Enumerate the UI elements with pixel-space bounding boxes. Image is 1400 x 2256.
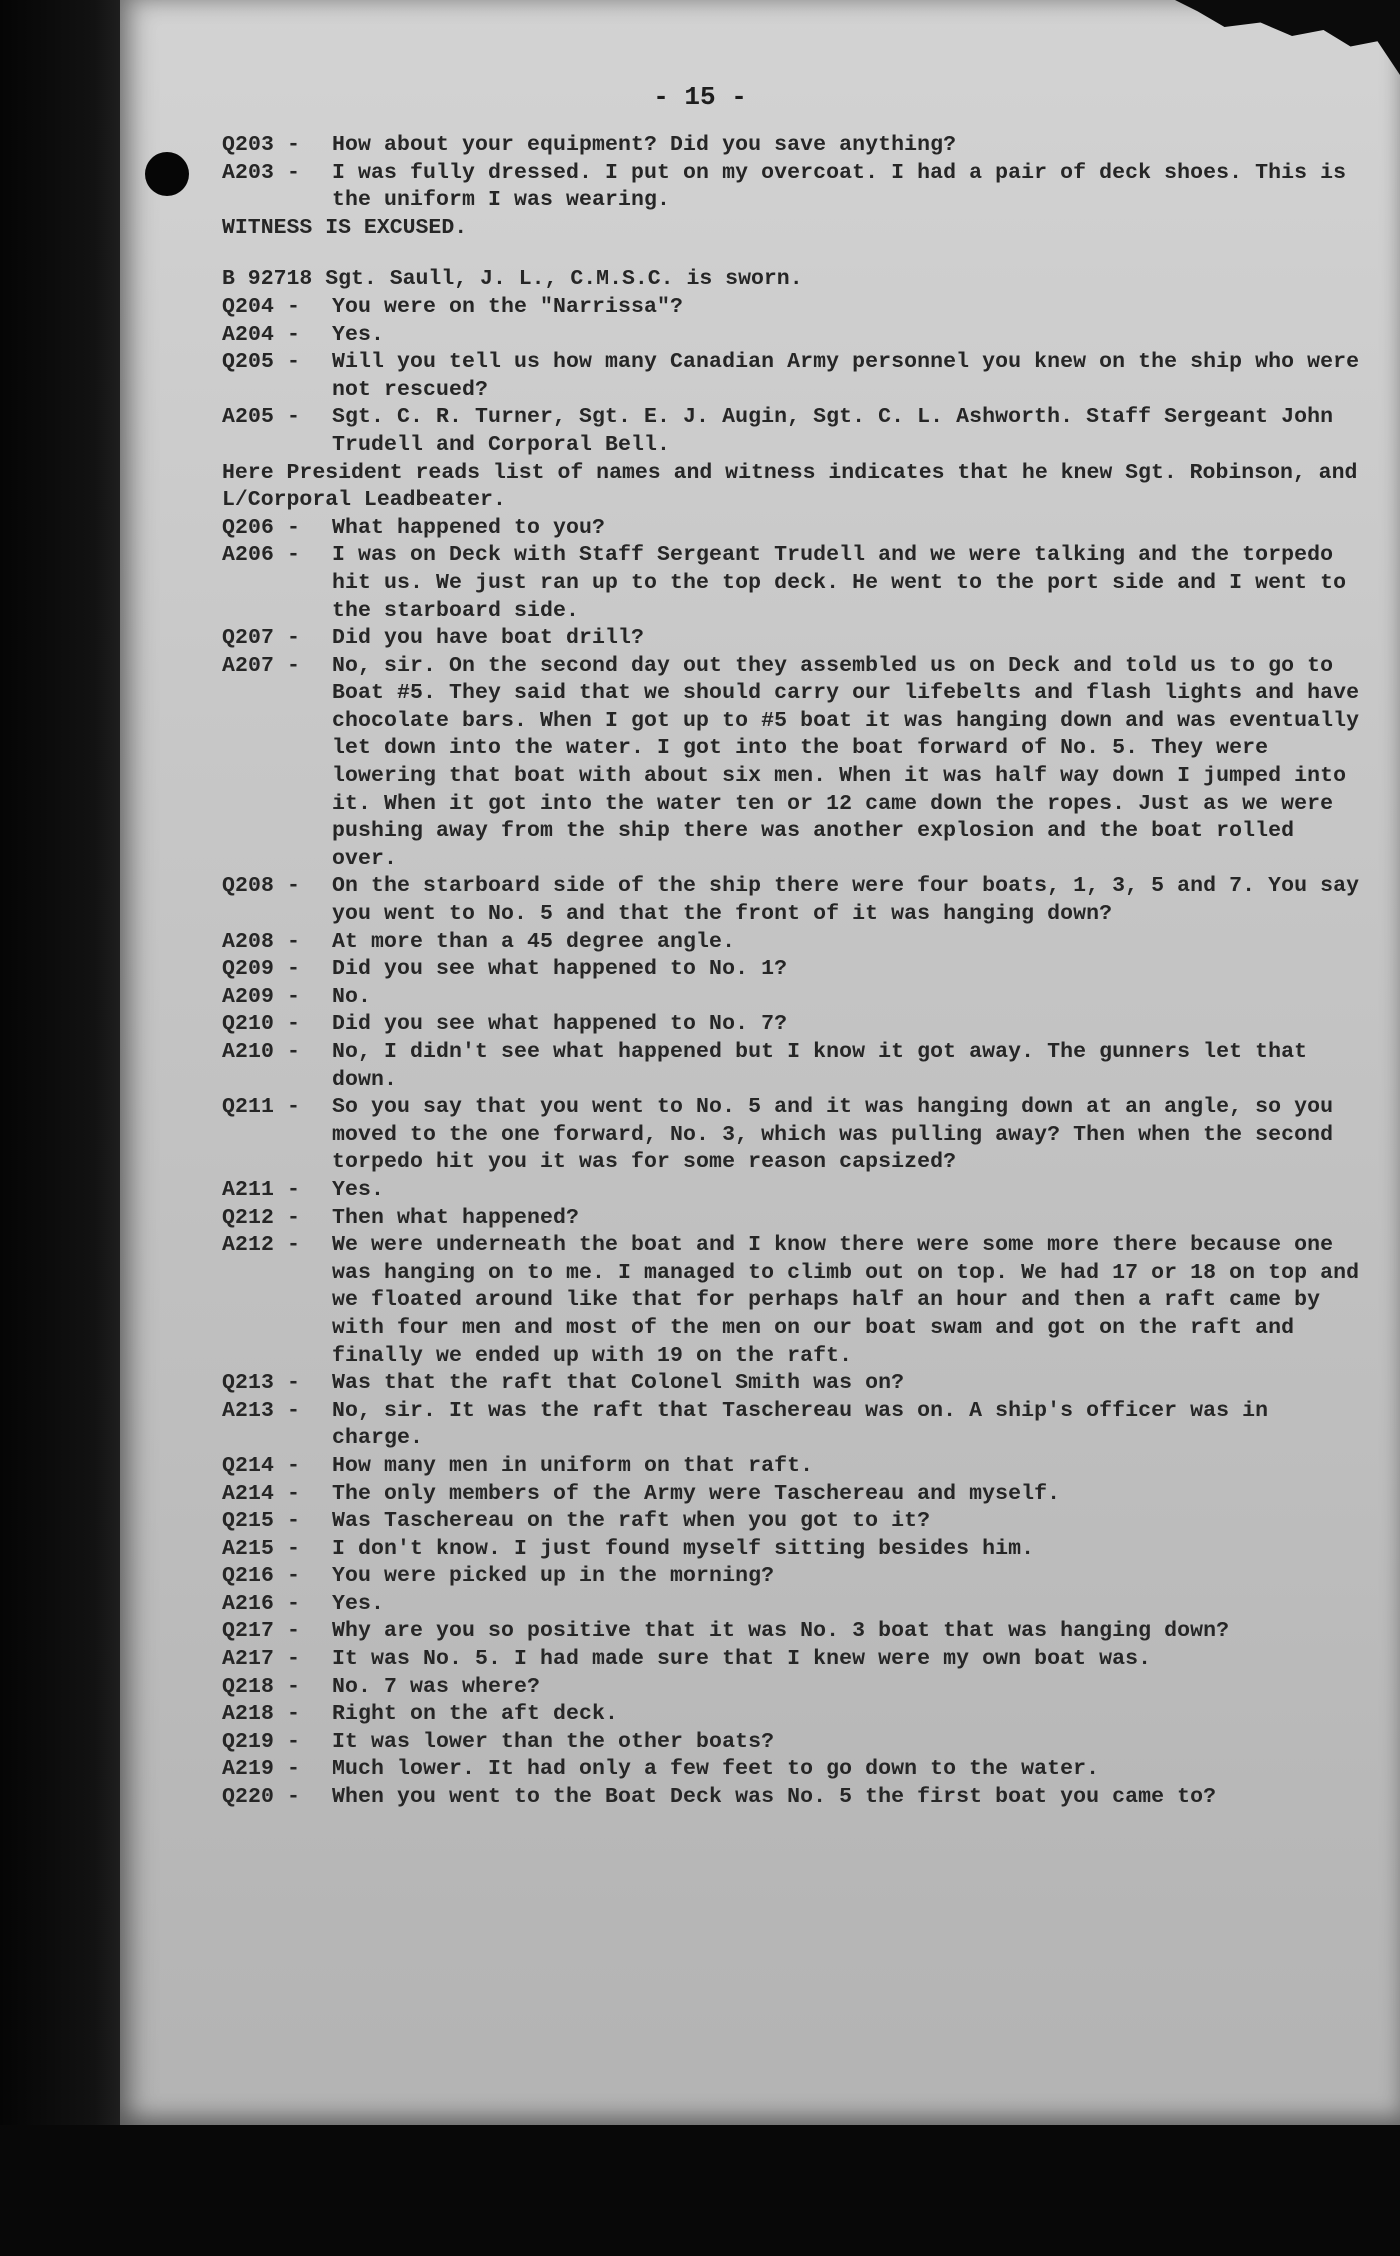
transcript-entry bbox=[222, 625, 1362, 653]
transcript-entry bbox=[222, 956, 1362, 984]
entry-text: Was that the raft that Colonel Smith was on? bbox=[332, 1371, 905, 1396]
entry-label: Q218 - bbox=[222, 1674, 301, 1699]
entry-text: It was No. 5. I had made sure that I knew were my own boat was. bbox=[332, 1647, 1152, 1672]
entry-label: A217 - bbox=[222, 1647, 301, 1672]
transcript-part-3 bbox=[222, 515, 1362, 1812]
entry-text: You were on the "Narrissa"? bbox=[332, 294, 684, 319]
entry-text: Then what happened? bbox=[332, 1205, 580, 1230]
transcript-entry bbox=[222, 1646, 1362, 1674]
scan-bottom-edge bbox=[0, 2125, 1400, 2256]
transcript-entry bbox=[222, 1011, 1362, 1039]
entry-label: Q209 - bbox=[222, 957, 301, 982]
transcript-entry bbox=[222, 1039, 1362, 1094]
transcript-entry bbox=[222, 1784, 1362, 1812]
entry-label: A210 - bbox=[222, 1040, 301, 1064]
entry-label: A209 - bbox=[222, 984, 301, 1009]
entry-text: You were picked up in the morning? bbox=[332, 1564, 775, 1589]
transcript bbox=[222, 132, 1362, 1812]
transcript-entry bbox=[222, 132, 1362, 160]
entry-label: A213 - bbox=[222, 1398, 301, 1423]
entry-label: Q205 - bbox=[222, 350, 301, 375]
entry-text: Yes. bbox=[332, 1177, 385, 1202]
entry-label: Q217 - bbox=[222, 1619, 301, 1644]
entry-label: Q212 - bbox=[222, 1205, 301, 1230]
witness-excused: WITNESS IS EXCUSED. bbox=[222, 215, 468, 240]
entry-text: Yes. bbox=[332, 1591, 385, 1616]
entry-label: A205 - bbox=[222, 405, 301, 430]
scan-left-edge bbox=[0, 0, 135, 2256]
transcript-entry bbox=[222, 653, 1362, 874]
entry-label: A215 - bbox=[222, 1536, 301, 1561]
entry-text: Did you see what happened to No. 7? bbox=[332, 1012, 788, 1037]
entry-label: Q216 - bbox=[222, 1564, 301, 1589]
spacer bbox=[222, 242, 1362, 266]
transcript-entry bbox=[222, 1729, 1362, 1757]
transcript-part-1 bbox=[222, 132, 1362, 215]
transcript-entry bbox=[222, 1618, 1362, 1646]
entry-text: How about your equipment? Did you save anything? bbox=[332, 133, 957, 157]
entry-label: Q214 - bbox=[222, 1453, 301, 1478]
transcript-entry bbox=[222, 404, 1362, 459]
entry-text: When you went to the Boat Deck was No. 5 the first boat you came to? bbox=[332, 1785, 1217, 1810]
entry-text: Right on the aft deck. bbox=[332, 1702, 619, 1727]
transcript-entry bbox=[222, 984, 1362, 1012]
entry-text: I was fully dressed. I put on my overcoat. I had a pair of deck shoes. This is the uniform I was wearing. bbox=[332, 160, 1347, 213]
entry-label: Q203 - bbox=[222, 133, 301, 157]
transcript-entry bbox=[222, 1177, 1362, 1205]
entry-label: A203 - bbox=[222, 160, 301, 185]
entry-text: No, sir. It was the raft that Taschereau was on. A ship's officer was in charge. bbox=[332, 1398, 1269, 1451]
entry-text: No. bbox=[332, 984, 372, 1009]
entry-label: A212 - bbox=[222, 1233, 301, 1258]
transcript-entry bbox=[222, 1536, 1362, 1564]
entry-label: Q211 - bbox=[222, 1095, 301, 1120]
president-note: Here President reads list of names and witness indicates that he knew Sgt. Robinson, and L/Corporal Leadbeater. bbox=[222, 460, 1358, 513]
entry-text: Did you have boat drill? bbox=[332, 626, 645, 651]
entry-text: So you say that you went to No. 5 and it was hanging down at an angle, so you moved to the one forward, No. 3, which was pulling away? Then when the second torpedo hit you it was for some reason capsized? bbox=[332, 1095, 1334, 1175]
transcript-entry bbox=[222, 873, 1362, 928]
entry-text: No, I didn't see what happened but I know it got away. The gunners let that down. bbox=[332, 1040, 1308, 1092]
transcript-part-2 bbox=[222, 294, 1362, 460]
entry-text: What happened to you? bbox=[332, 515, 606, 540]
transcript-entry bbox=[222, 349, 1362, 404]
transcript-entry bbox=[222, 322, 1362, 350]
entry-text: How many men in uniform on that raft. bbox=[332, 1453, 814, 1478]
transcript-entry bbox=[222, 1508, 1362, 1536]
entry-text: On the starboard side of the ship there were four boats, 1, 3, 5 and 7. You say you went to No. 5 and that the front of it was hanging down? bbox=[332, 874, 1360, 927]
entry-text: We were underneath the boat and I know there were some more there because one was hanging on to me. I managed to climb out on top. We had 17 or 18 on top and we floated around like that for perhaps half an hour and then a raft came by with four men and most of the men on our boat swam and got on the raft and finally we ended up with 19 on the raft. bbox=[332, 1233, 1360, 1368]
entry-label: Q219 - bbox=[222, 1729, 301, 1754]
entry-text: Why are you so positive that it was No. 3 boat that was hanging down? bbox=[332, 1619, 1230, 1644]
entry-text: Sgt. C. R. Turner, Sgt. E. J. Augin, Sgt. C. L. Ashworth. Staff Sergeant John Trudell and Corporal Bell. bbox=[332, 405, 1334, 457]
entry-label: A207 - bbox=[222, 653, 301, 678]
entry-text: Was Taschereau on the raft when you got to it? bbox=[332, 1509, 931, 1534]
entry-label: Q213 - bbox=[222, 1371, 301, 1396]
entry-text: I don't know. I just found myself sitting besides him. bbox=[332, 1536, 1035, 1561]
transcript-entry bbox=[222, 542, 1362, 625]
entry-text: No. 7 was where? bbox=[332, 1674, 541, 1699]
punch-hole bbox=[145, 152, 189, 196]
transcript-entry bbox=[222, 1205, 1362, 1233]
sworn-line: B 92718 Sgt. Saull, J. L., C.M.S.C. is sworn. bbox=[222, 267, 803, 292]
entry-label: Q208 - bbox=[222, 874, 301, 899]
entry-label: A211 - bbox=[222, 1177, 301, 1202]
entry-label: A214 - bbox=[222, 1481, 301, 1506]
entry-text: At more than a 45 degree angle. bbox=[332, 929, 736, 954]
entry-label: A208 - bbox=[222, 929, 301, 954]
entry-text: I was on Deck with Staff Sergeant Trudell and we were talking and the torpedo hit us. We just ran up to the top deck. He went to the port side and I went to the starboard side. bbox=[332, 543, 1347, 623]
entry-label: Q215 - bbox=[222, 1509, 301, 1534]
transcript-entry bbox=[222, 1481, 1362, 1509]
transcript-entry bbox=[222, 1591, 1362, 1619]
entry-text: It was lower than the other boats? bbox=[332, 1729, 775, 1754]
entry-label: A216 - bbox=[222, 1591, 301, 1616]
page-number: - 15 - bbox=[653, 82, 747, 112]
entry-text: Much lower. It had only a few feet to go down to the water. bbox=[332, 1757, 1100, 1782]
entry-label: Q204 - bbox=[222, 294, 301, 319]
entry-label: A218 - bbox=[222, 1702, 301, 1727]
entry-label: A219 - bbox=[222, 1757, 301, 1782]
entry-label: Q220 - bbox=[222, 1785, 301, 1810]
transcript-entry bbox=[222, 1398, 1362, 1453]
entry-label: Q207 - bbox=[222, 626, 301, 651]
transcript-entry bbox=[222, 1756, 1362, 1784]
entry-label: A206 - bbox=[222, 543, 301, 568]
transcript-entry bbox=[222, 1232, 1362, 1370]
transcript-entry bbox=[222, 929, 1362, 957]
transcript-entry bbox=[222, 1370, 1362, 1398]
entry-label: A204 - bbox=[222, 322, 301, 347]
transcript-entry bbox=[222, 294, 1362, 322]
entry-text: Did you see what happened to No. 1? bbox=[332, 957, 788, 982]
transcript-entry bbox=[222, 1094, 1362, 1177]
transcript-entry bbox=[222, 1674, 1362, 1702]
transcript-entry bbox=[222, 160, 1362, 215]
transcript-entry bbox=[222, 1453, 1362, 1481]
transcript-entry bbox=[222, 515, 1362, 543]
transcript-entry bbox=[222, 1701, 1362, 1729]
entry-label: Q206 - bbox=[222, 515, 301, 540]
transcript-entry bbox=[222, 1563, 1362, 1591]
entry-text: Will you tell us how many Canadian Army personnel you knew on the ship who were not rescued? bbox=[332, 350, 1360, 402]
entry-text: No, sir. On the second day out they assembled us on Deck and told us to go to Boat #5. They said that we should carry our lifebelts and flash lights and have chocolate bars. When I got up to #5 boat it was hanging down and was eventually let down into the water. I got into the boat forward of No. 5. They were lowering that boat with about six men. When it was half way down I jumped into it. When it got into the water ten or 12 came down the ropes. Just as we were pushing away from the ship there was another explosion and the boat rolled over. bbox=[332, 653, 1360, 871]
entry-text: Yes. bbox=[332, 322, 385, 347]
entry-label: Q210 - bbox=[222, 1012, 301, 1037]
entry-text: The only members of the Army were Taschereau and myself. bbox=[332, 1481, 1061, 1506]
